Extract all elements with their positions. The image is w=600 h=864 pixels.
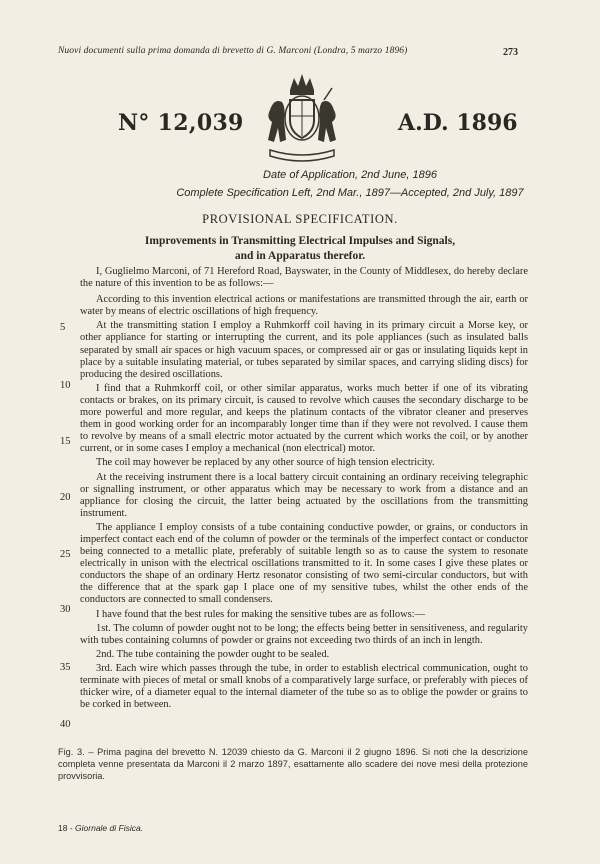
line-number: 25 <box>60 549 71 560</box>
line-number: 15 <box>60 436 71 447</box>
patent-year: A.D. 1896 <box>398 110 518 136</box>
footer-journal: Giornale di Fisica. <box>75 823 144 833</box>
specification-body <box>80 266 528 713</box>
paragraph: According to this invention electrical actions or manifestations are transmitted through the air, earth or water by means of electric oscillations of high frequency. <box>80 294 528 318</box>
paragraph: I, Guglielmo Marconi, of 71 Hereford Road, Bayswater, in the County of Middlesex, do hereby declare the nature of this invention to be as follows:— <box>80 266 528 290</box>
paragraph: 3rd. Each wire which passes through the tube, in order to establish electrical communication, ought to terminate with pieces of metal or small knobs of a comparatively large surface, or preferably with pieces of thicker wire, of a diameter equal to the internal diameter of the tube so as to oblige the powder or grains to be corked in between. <box>80 662 528 711</box>
patent-number: N° 12,039 <box>118 110 244 136</box>
footer-page-ref: 18 - <box>58 823 73 833</box>
date-of-application: Date of Application, 2nd June, 1896 <box>263 169 437 181</box>
specification-title <box>90 234 510 264</box>
paragraph: I have found that the best rules for making the sensitive tubes are as follows:— <box>96 608 425 620</box>
paragraph: The coil may however be replaced by any other source of high tension electricity. <box>96 457 435 469</box>
paragraph: At the receiving instrument there is a local battery circuit containing an ordinary receiving telegraphic or signalling instrument, or other apparatus which may be necessary to work from a distance and an appliance for closing the circuit, the latter being actuated by the oscillations from the transmitting instrument. <box>80 471 528 519</box>
page-footer <box>58 823 143 833</box>
line-number: 30 <box>60 604 71 615</box>
line-number: 5 <box>60 322 66 333</box>
paragraph: 2nd. The tube containing the powder ought to be sealed. <box>96 648 330 660</box>
page-number: 273 <box>503 47 518 58</box>
royal-coat-of-arms-icon <box>260 70 344 166</box>
figure-caption: Fig. 3. – Prima pagina del brevetto N. 12039 chiesto da G. Marconi il 2 giugno 1896. Si noti che la descrizione completa venne presentata da Marconi il 2 marzo 1897, esattamente allo scadere dei nove mesi della protezione provvisoria. <box>58 747 528 781</box>
paragraph: 1st. The column of powder ought not to be long; the effects being better in sensitiveness, and regularity with tubes containing columns of powder or grains not exceeding two thirds of an inch in length. <box>80 622 528 646</box>
patent-dates <box>140 166 560 202</box>
title-line-2: and in Apparatus therefor. <box>234 250 366 262</box>
complete-specification-date: Complete Specification Left, 2nd Mar., 1897—Accepted, 2nd July, 1897 <box>176 187 524 199</box>
specification-type: PROVISIONAL SPECIFICATION. <box>202 212 398 226</box>
running-head-text: Nuovi documenti sulla prima domanda di brevetto di G. Marconi (Londra, 5 marzo 1896) <box>58 46 408 56</box>
paragraph: The appliance I employ consists of a tube containing conductive powder, or grains, or conductors in imperfect contact each end of the column of powder or the terminals of the imperfect contact or conductor being connected to a metallic plate, preferably of suitable length so as to cause the system to resonate electrically in unison with the electrical oscillations transmitted to it. In some cases I give these plates or conductors the shape of an ordinary Hertz resonator consisting of two semi-circular conductors, but with the difference that at the spark gap I place one of my sensitive tubes, whilst the other ends of the conductors are connected to small condensers. <box>80 521 528 606</box>
line-number: 40 <box>60 719 71 730</box>
paragraph: At the transmitting station I employ a Ruhmkorff coil having in its primary circuit a Morse key, or other appliance for starting or interrupting the current, and its pole appliances (such as insulated balls separated by small air spaces or high vacuum spaces, or compressed air or gas or insulating liquids kept in place by a suitable insulating material, or tubes separated by similar spaces, and carrying sliding discs) for producing the desired oscillations. <box>80 320 528 380</box>
paragraph: I find that a Ruhmkorff coil, or other similar apparatus, works much better if one of its vibrating contacts or brakes, on its primary circuit, is caused to revolve which causes the secondary discharge to be more powerful and more regular, and keeps the platinum contacts of the vibrator cleaner and preserves them in good working order for an incomparably longer time than if they were not revolved. I cause them to revolve by means of a small electric motor actuated by the current which works the coil, or by another current, or in some cases I employ a mechanical (non electrical) motor. <box>80 382 528 455</box>
running-head <box>58 46 558 56</box>
line-number: 20 <box>60 492 71 503</box>
line-number: 10 <box>60 380 71 391</box>
line-number: 35 <box>60 662 71 673</box>
title-line-1: Improvements in Transmitting Electrical Impulses and Signals, <box>144 235 456 247</box>
